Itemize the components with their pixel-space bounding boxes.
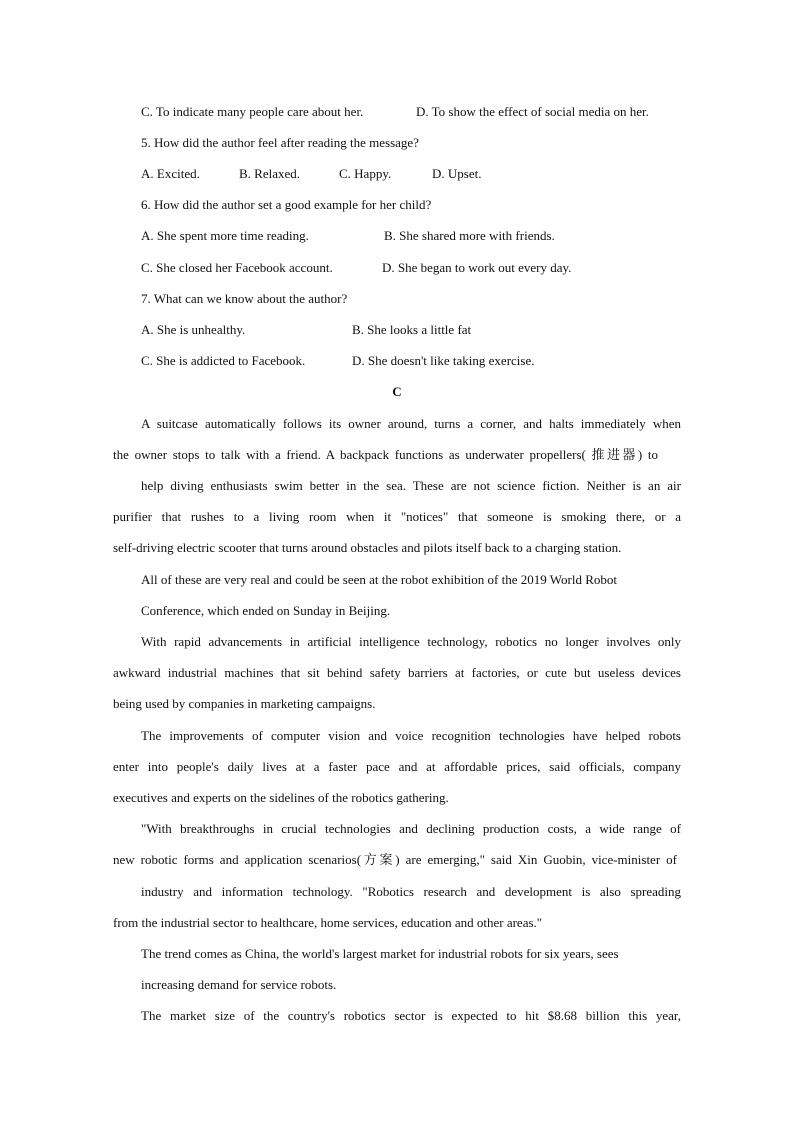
passage-line: executives and experts on the sidelines of the robotics gathering. — [113, 790, 449, 805]
passage-line: awkward industrial machines that sit behind safety barriers at factories, or cute but useless devices — [113, 665, 681, 680]
passage-line: The improvements of computer vision and voice recognition technologies have helped robots — [141, 728, 681, 743]
q5-stem: 5. How did the author feel after reading the message? — [141, 135, 419, 150]
passage-line: from the industrial sector to healthcare, home services, education and other areas." — [113, 915, 543, 930]
q7-option-b: B. She looks a little fat — [352, 322, 472, 337]
passage-line: increasing demand for service robots. — [141, 977, 337, 992]
q4-option-c: C. To indicate many people care about her. — [141, 104, 364, 119]
passage-line: The market size of the country's robotics sector is expected to hit $8.68 billion this year, — [141, 1008, 681, 1023]
q5-option-d: D. Upset. — [432, 166, 482, 181]
passage-line: All of these are very real and could be seen at the robot exhibition of the 2019 World Robot — [141, 572, 617, 587]
passage-line: being used by companies in marketing campaigns. — [113, 696, 376, 711]
q7-stem: 7. What can we know about the author? — [141, 291, 348, 306]
passage-line: With rapid advancements in artificial intelligence technology, robotics no longer involves only — [141, 634, 681, 649]
passage-line: purifier that rushes to a living room when it "notices" that someone is smoking there, or a — [113, 509, 681, 524]
q7-option-d: D. She doesn't like taking exercise. — [352, 353, 535, 368]
q6-option-c: C. She closed her Facebook account. — [141, 260, 333, 275]
passage-line: help diving enthusiasts swim better in the sea. These are not science fiction. Neither is an air — [141, 478, 681, 493]
passage-line: industry and information technology. "Robotics research and development is also spreading — [141, 884, 681, 899]
q6-option-a: A. She spent more time reading. — [141, 228, 309, 243]
q6-stem: 6. How did the author set a good example for her child? — [141, 197, 432, 212]
passage-line: A suitcase automatically follows its owner around, turns a corner, and halts immediately when — [141, 416, 681, 431]
q5-option-c: C. Happy. — [339, 166, 392, 181]
q6-option-d: D. She began to work out every day. — [382, 260, 572, 275]
passage-line: new robotic forms and application scenarios(方案) are emerging," said Xin Guobin, vice-minister of — [113, 852, 677, 867]
passage-line: enter into people's daily lives at a faster pace and at affordable prices, said officials, company — [113, 759, 681, 774]
q4-option-d: D. To show the effect of social media on her. — [416, 104, 649, 119]
passage-line: self-driving electric scooter that turns around obstacles and pilots itself back to a charging station. — [113, 540, 622, 555]
q5-option-b: B. Relaxed. — [239, 166, 301, 181]
passage-line: "With breakthroughs in crucial technologies and declining production costs, a wide range of — [141, 821, 681, 836]
section-heading: C — [392, 384, 402, 399]
passage-line: Conference, which ended on Sunday in Beijing. — [141, 603, 391, 618]
q5-option-a: A. Excited. — [141, 166, 200, 181]
passage-line: The trend comes as China, the world's largest market for industrial robots for six years, sees — [141, 946, 619, 961]
q7-option-a: A. She is unhealthy. — [141, 322, 246, 337]
q6-option-b: B. She shared more with friends. — [384, 228, 555, 243]
passage-line: the owner stops to talk with a friend. A backpack functions as underwater propellers( 推进器) to — [113, 447, 658, 462]
q7-option-c: C. She is addicted to Facebook. — [141, 353, 306, 368]
